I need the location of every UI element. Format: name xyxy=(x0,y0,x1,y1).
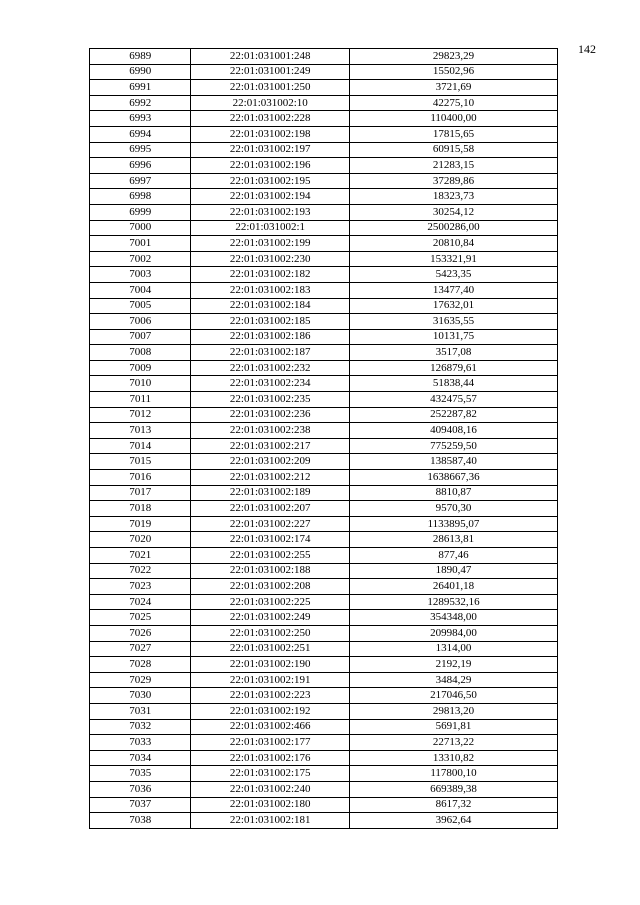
table-row xyxy=(90,548,558,564)
table-row xyxy=(90,625,558,641)
table-row xyxy=(90,750,558,766)
row-number-cell: 7028 xyxy=(90,657,191,673)
value-cell: 37289,86 xyxy=(349,173,557,189)
value-cell: 1314,00 xyxy=(349,641,557,657)
table-row xyxy=(90,220,558,236)
row-number-cell: 7018 xyxy=(90,501,191,517)
row-number-cell: 7006 xyxy=(90,314,191,330)
table-row xyxy=(90,703,558,719)
row-number-cell: 7019 xyxy=(90,516,191,532)
table-row xyxy=(90,64,558,80)
value-cell: 432475,57 xyxy=(349,392,557,408)
value-cell: 30254,12 xyxy=(349,204,557,220)
value-cell: 5423,35 xyxy=(349,267,557,283)
cadastral-number-cell: 22:01:031001:249 xyxy=(191,64,350,80)
cadastral-number-cell: 22:01:031002:240 xyxy=(191,781,350,797)
row-number-cell: 7029 xyxy=(90,672,191,688)
table-row xyxy=(90,719,558,735)
value-cell: 13310,82 xyxy=(349,750,557,766)
cadastral-number-cell: 22:01:031001:248 xyxy=(191,49,350,65)
row-number-cell: 6997 xyxy=(90,173,191,189)
cadastral-number-cell: 22:01:031002:1 xyxy=(191,220,350,236)
value-cell: 209984,00 xyxy=(349,625,557,641)
table-row xyxy=(90,329,558,345)
value-cell: 3484,29 xyxy=(349,672,557,688)
row-number-cell: 7026 xyxy=(90,625,191,641)
value-cell: 1890,47 xyxy=(349,563,557,579)
row-number-cell: 6995 xyxy=(90,142,191,158)
row-number-cell: 7005 xyxy=(90,298,191,314)
row-number-cell: 7012 xyxy=(90,407,191,423)
cadastral-number-cell: 22:01:031002:232 xyxy=(191,360,350,376)
table-row xyxy=(90,470,558,486)
table-row xyxy=(90,579,558,595)
row-number-cell: 6991 xyxy=(90,80,191,96)
cadastral-number-cell: 22:01:031002:227 xyxy=(191,516,350,532)
cadastral-number-cell: 22:01:031002:198 xyxy=(191,126,350,142)
row-number-cell: 7032 xyxy=(90,719,191,735)
value-cell: 1133895,07 xyxy=(349,516,557,532)
cadastral-number-cell: 22:01:031002:208 xyxy=(191,579,350,595)
cadastral-number-cell: 22:01:031002:186 xyxy=(191,329,350,345)
row-number-cell: 7007 xyxy=(90,329,191,345)
value-cell: 18323,73 xyxy=(349,189,557,205)
table-row xyxy=(90,438,558,454)
table-row xyxy=(90,158,558,174)
row-number-cell: 6990 xyxy=(90,64,191,80)
cadastral-number-cell: 22:01:031002:192 xyxy=(191,703,350,719)
row-number-cell: 7020 xyxy=(90,532,191,548)
table-row xyxy=(90,610,558,626)
table-row xyxy=(90,781,558,797)
value-cell: 22713,22 xyxy=(349,735,557,751)
cadastral-number-cell: 22:01:031002:194 xyxy=(191,189,350,205)
value-cell: 153321,91 xyxy=(349,251,557,267)
value-cell: 3517,08 xyxy=(349,345,557,361)
table-row xyxy=(90,501,558,517)
cadastral-number-cell: 22:01:031002:197 xyxy=(191,142,350,158)
value-cell: 1289532,16 xyxy=(349,594,557,610)
value-cell: 17815,65 xyxy=(349,126,557,142)
row-number-cell: 7003 xyxy=(90,267,191,283)
value-cell: 217046,50 xyxy=(349,688,557,704)
table-row xyxy=(90,672,558,688)
table-row xyxy=(90,766,558,782)
cadastral-number-cell: 22:01:031002:175 xyxy=(191,766,350,782)
row-number-cell: 7004 xyxy=(90,282,191,298)
table-row xyxy=(90,360,558,376)
table-row xyxy=(90,282,558,298)
cadastral-number-cell: 22:01:031002:191 xyxy=(191,672,350,688)
cadastral-number-cell: 22:01:031002:187 xyxy=(191,345,350,361)
value-cell: 117800,10 xyxy=(349,766,557,782)
row-number-cell: 7001 xyxy=(90,236,191,252)
cadastral-number-cell: 22:01:031002:195 xyxy=(191,173,350,189)
cadastral-number-cell: 22:01:031002:190 xyxy=(191,657,350,673)
cadastral-number-cell: 22:01:031002:250 xyxy=(191,625,350,641)
value-cell: 409408,16 xyxy=(349,423,557,439)
row-number-cell: 7030 xyxy=(90,688,191,704)
cadastral-number-cell: 22:01:031002:193 xyxy=(191,204,350,220)
row-number-cell: 6989 xyxy=(90,49,191,65)
cadastral-number-cell: 22:01:031002:196 xyxy=(191,158,350,174)
table-row xyxy=(90,688,558,704)
row-number-cell: 7031 xyxy=(90,703,191,719)
row-number-cell: 7034 xyxy=(90,750,191,766)
table-row xyxy=(90,813,558,829)
row-number-cell: 7023 xyxy=(90,579,191,595)
value-cell: 42275,10 xyxy=(349,95,557,111)
cadastral-number-cell: 22:01:031002:10 xyxy=(191,95,350,111)
table-row xyxy=(90,735,558,751)
row-number-cell: 6999 xyxy=(90,204,191,220)
value-cell: 21283,15 xyxy=(349,158,557,174)
table-row xyxy=(90,532,558,548)
cadastral-number-cell: 22:01:031002:184 xyxy=(191,298,350,314)
table-row xyxy=(90,236,558,252)
table-row xyxy=(90,189,558,205)
table-row xyxy=(90,80,558,96)
value-cell: 3962,64 xyxy=(349,813,557,829)
row-number-cell: 7010 xyxy=(90,376,191,392)
row-number-cell: 7009 xyxy=(90,360,191,376)
table-row xyxy=(90,298,558,314)
row-number-cell: 7011 xyxy=(90,392,191,408)
value-cell: 5691,81 xyxy=(349,719,557,735)
cadastral-number-cell: 22:01:031002:255 xyxy=(191,548,350,564)
value-cell: 29823,29 xyxy=(349,49,557,65)
cadastral-number-cell: 22:01:031002:174 xyxy=(191,532,350,548)
cadastral-number-cell: 22:01:031002:176 xyxy=(191,750,350,766)
value-cell: 669389,38 xyxy=(349,781,557,797)
value-cell: 877,46 xyxy=(349,548,557,564)
value-cell: 2192,19 xyxy=(349,657,557,673)
row-number-cell: 6998 xyxy=(90,189,191,205)
value-cell: 28613,81 xyxy=(349,532,557,548)
table-row xyxy=(90,423,558,439)
row-number-cell: 6992 xyxy=(90,95,191,111)
table-row xyxy=(90,345,558,361)
row-number-cell: 7021 xyxy=(90,548,191,564)
row-number-cell: 7013 xyxy=(90,423,191,439)
cadastral-number-cell: 22:01:031002:177 xyxy=(191,735,350,751)
table-row xyxy=(90,392,558,408)
row-number-cell: 6994 xyxy=(90,126,191,142)
table-row xyxy=(90,516,558,532)
value-cell: 29813,20 xyxy=(349,703,557,719)
table-row xyxy=(90,594,558,610)
table-row xyxy=(90,251,558,267)
value-cell: 17632,01 xyxy=(349,298,557,314)
value-cell: 51838,44 xyxy=(349,376,557,392)
value-cell: 126879,61 xyxy=(349,360,557,376)
cadastral-number-cell: 22:01:031002:235 xyxy=(191,392,350,408)
cadastral-number-cell: 22:01:031002:466 xyxy=(191,719,350,735)
cadastral-number-cell: 22:01:031002:182 xyxy=(191,267,350,283)
table-row xyxy=(90,95,558,111)
cadastral-number-cell: 22:01:031002:236 xyxy=(191,407,350,423)
row-number-cell: 6996 xyxy=(90,158,191,174)
value-cell: 8810,87 xyxy=(349,485,557,501)
table-row xyxy=(90,485,558,501)
cadastral-number-cell: 22:01:031002:223 xyxy=(191,688,350,704)
value-cell: 9570,30 xyxy=(349,501,557,517)
value-cell: 26401,18 xyxy=(349,579,557,595)
cadastral-number-cell: 22:01:031002:180 xyxy=(191,797,350,813)
row-number-cell: 7024 xyxy=(90,594,191,610)
value-cell: 3721,69 xyxy=(349,80,557,96)
table-row xyxy=(90,267,558,283)
cadastral-number-cell: 22:01:031002:209 xyxy=(191,454,350,470)
row-number-cell: 7000 xyxy=(90,220,191,236)
table-row xyxy=(90,142,558,158)
value-cell: 354348,00 xyxy=(349,610,557,626)
row-number-cell: 7033 xyxy=(90,735,191,751)
row-number-cell: 7017 xyxy=(90,485,191,501)
cadastral-number-cell: 22:01:031002:181 xyxy=(191,813,350,829)
cadastral-number-cell: 22:01:031002:188 xyxy=(191,563,350,579)
row-number-cell: 7016 xyxy=(90,470,191,486)
table-row xyxy=(90,173,558,189)
table-row xyxy=(90,126,558,142)
cadastral-number-cell: 22:01:031002:207 xyxy=(191,501,350,517)
cadastral-number-cell: 22:01:031002:230 xyxy=(191,251,350,267)
page-number: 142 xyxy=(578,42,596,56)
row-number-cell: 7014 xyxy=(90,438,191,454)
table-row xyxy=(90,797,558,813)
table-row xyxy=(90,204,558,220)
cadastral-number-cell: 22:01:031002:212 xyxy=(191,470,350,486)
value-cell: 60915,58 xyxy=(349,142,557,158)
cadastral-number-cell: 22:01:031002:189 xyxy=(191,485,350,501)
cadastral-number-cell: 22:01:031002:234 xyxy=(191,376,350,392)
value-cell: 13477,40 xyxy=(349,282,557,298)
value-cell: 110400,00 xyxy=(349,111,557,127)
row-number-cell: 7025 xyxy=(90,610,191,626)
cadastral-number-cell: 22:01:031002:249 xyxy=(191,610,350,626)
value-cell: 252287,82 xyxy=(349,407,557,423)
value-cell: 31635,55 xyxy=(349,314,557,330)
cadastral-number-cell: 22:01:031002:251 xyxy=(191,641,350,657)
value-cell: 15502,96 xyxy=(349,64,557,80)
cadastral-number-cell: 22:01:031002:185 xyxy=(191,314,350,330)
table-body xyxy=(90,49,558,829)
row-number-cell: 7038 xyxy=(90,813,191,829)
row-number-cell: 7035 xyxy=(90,766,191,782)
value-cell: 775259,50 xyxy=(349,438,557,454)
value-cell: 20810,84 xyxy=(349,236,557,252)
value-cell: 1638667,36 xyxy=(349,470,557,486)
table-row xyxy=(90,641,558,657)
value-cell: 8617,32 xyxy=(349,797,557,813)
row-number-cell: 7036 xyxy=(90,781,191,797)
table-row xyxy=(90,314,558,330)
cadastral-number-cell: 22:01:031002:228 xyxy=(191,111,350,127)
table-row xyxy=(90,407,558,423)
value-cell: 2500286,00 xyxy=(349,220,557,236)
row-number-cell: 6993 xyxy=(90,111,191,127)
table-row xyxy=(90,563,558,579)
row-number-cell: 7022 xyxy=(90,563,191,579)
cadastral-number-cell: 22:01:031002:199 xyxy=(191,236,350,252)
cadastral-number-cell: 22:01:031002:238 xyxy=(191,423,350,439)
cadastral-number-cell: 22:01:031002:225 xyxy=(191,594,350,610)
row-number-cell: 7037 xyxy=(90,797,191,813)
table-row xyxy=(90,111,558,127)
row-number-cell: 7015 xyxy=(90,454,191,470)
table-row xyxy=(90,657,558,673)
cadastral-number-cell: 22:01:031002:217 xyxy=(191,438,350,454)
value-cell: 10131,75 xyxy=(349,329,557,345)
table-row xyxy=(90,49,558,65)
registry-table xyxy=(89,48,558,829)
row-number-cell: 7027 xyxy=(90,641,191,657)
row-number-cell: 7008 xyxy=(90,345,191,361)
cadastral-number-cell: 22:01:031002:183 xyxy=(191,282,350,298)
table-row xyxy=(90,376,558,392)
row-number-cell: 7002 xyxy=(90,251,191,267)
cadastral-number-cell: 22:01:031001:250 xyxy=(191,80,350,96)
value-cell: 138587,40 xyxy=(349,454,557,470)
table-row xyxy=(90,454,558,470)
